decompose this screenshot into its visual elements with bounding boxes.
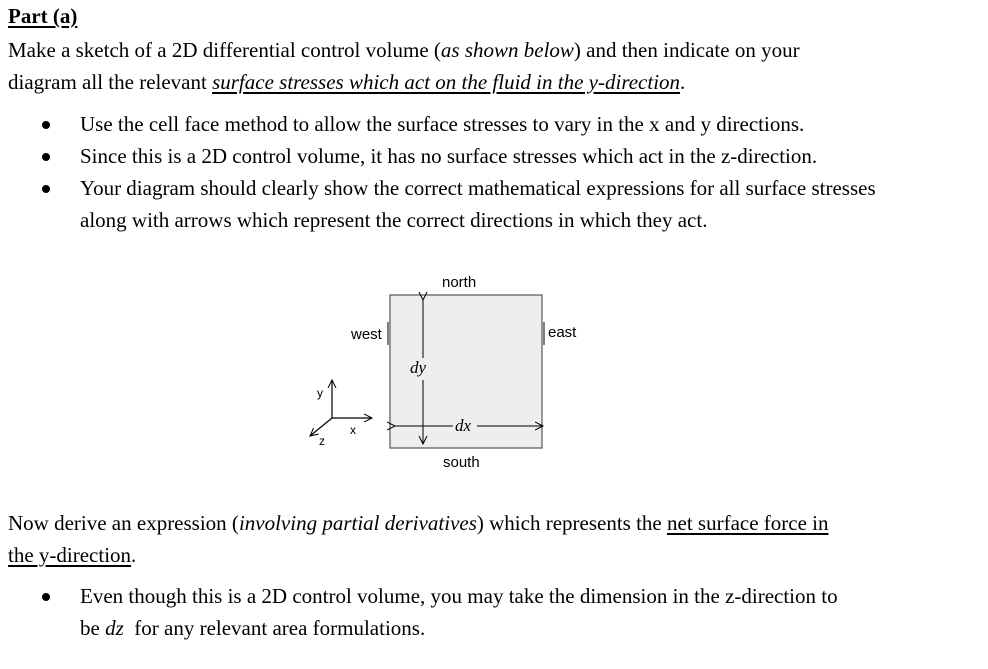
bullet-dot (42, 121, 50, 129)
z-axis-label: z (319, 434, 325, 448)
requirements-list (0, 108, 980, 236)
y-axis-label: y (317, 386, 323, 400)
dy-label: dy (410, 358, 427, 377)
south-label: south (443, 454, 480, 471)
derive-paragraph (8, 508, 968, 571)
note-list (0, 580, 980, 644)
west-label: west (351, 326, 382, 343)
dx-label: dx (455, 416, 472, 435)
intro-paragraph (8, 35, 968, 98)
x-axis-label: x (350, 423, 356, 437)
list-item: Use the cell face method to allow the surface stresses to vary in the x and y directions. (0, 108, 980, 140)
list-item: Since this is a 2D control volume, it has no surface stresses which act in the z-direction. (0, 140, 980, 172)
bullet-dot (42, 185, 50, 193)
list-item: Even though this is a 2D control volume, you may take the dimension in the z-direction to be dz for any relevant area formulations. (0, 580, 980, 644)
derive-line-1: Now derive an expression (involving partial derivatives) which represents the net surface force in (8, 511, 829, 535)
coordinate-axes (310, 380, 372, 448)
east-label: east (548, 324, 577, 341)
north-label: north (442, 274, 477, 291)
bullet-dot (42, 593, 50, 601)
derive-line-2: the y-direction. (8, 542, 137, 567)
part-title: Part (a) (8, 4, 78, 28)
control-volume-diagram (295, 268, 595, 478)
intro-line-1: Make a sketch of a 2D differential control volume (as shown below) and then indicate on your (8, 38, 800, 62)
list-item: Your diagram should clearly show the correct mathematical expressions for all surface stresses along with arrows which represent the correct directions in which they act. (0, 172, 915, 236)
intro-line-2: diagram all the relevant surface stresses which act on the fluid in the y-direction. (8, 69, 686, 94)
bullet-dot (42, 153, 50, 161)
